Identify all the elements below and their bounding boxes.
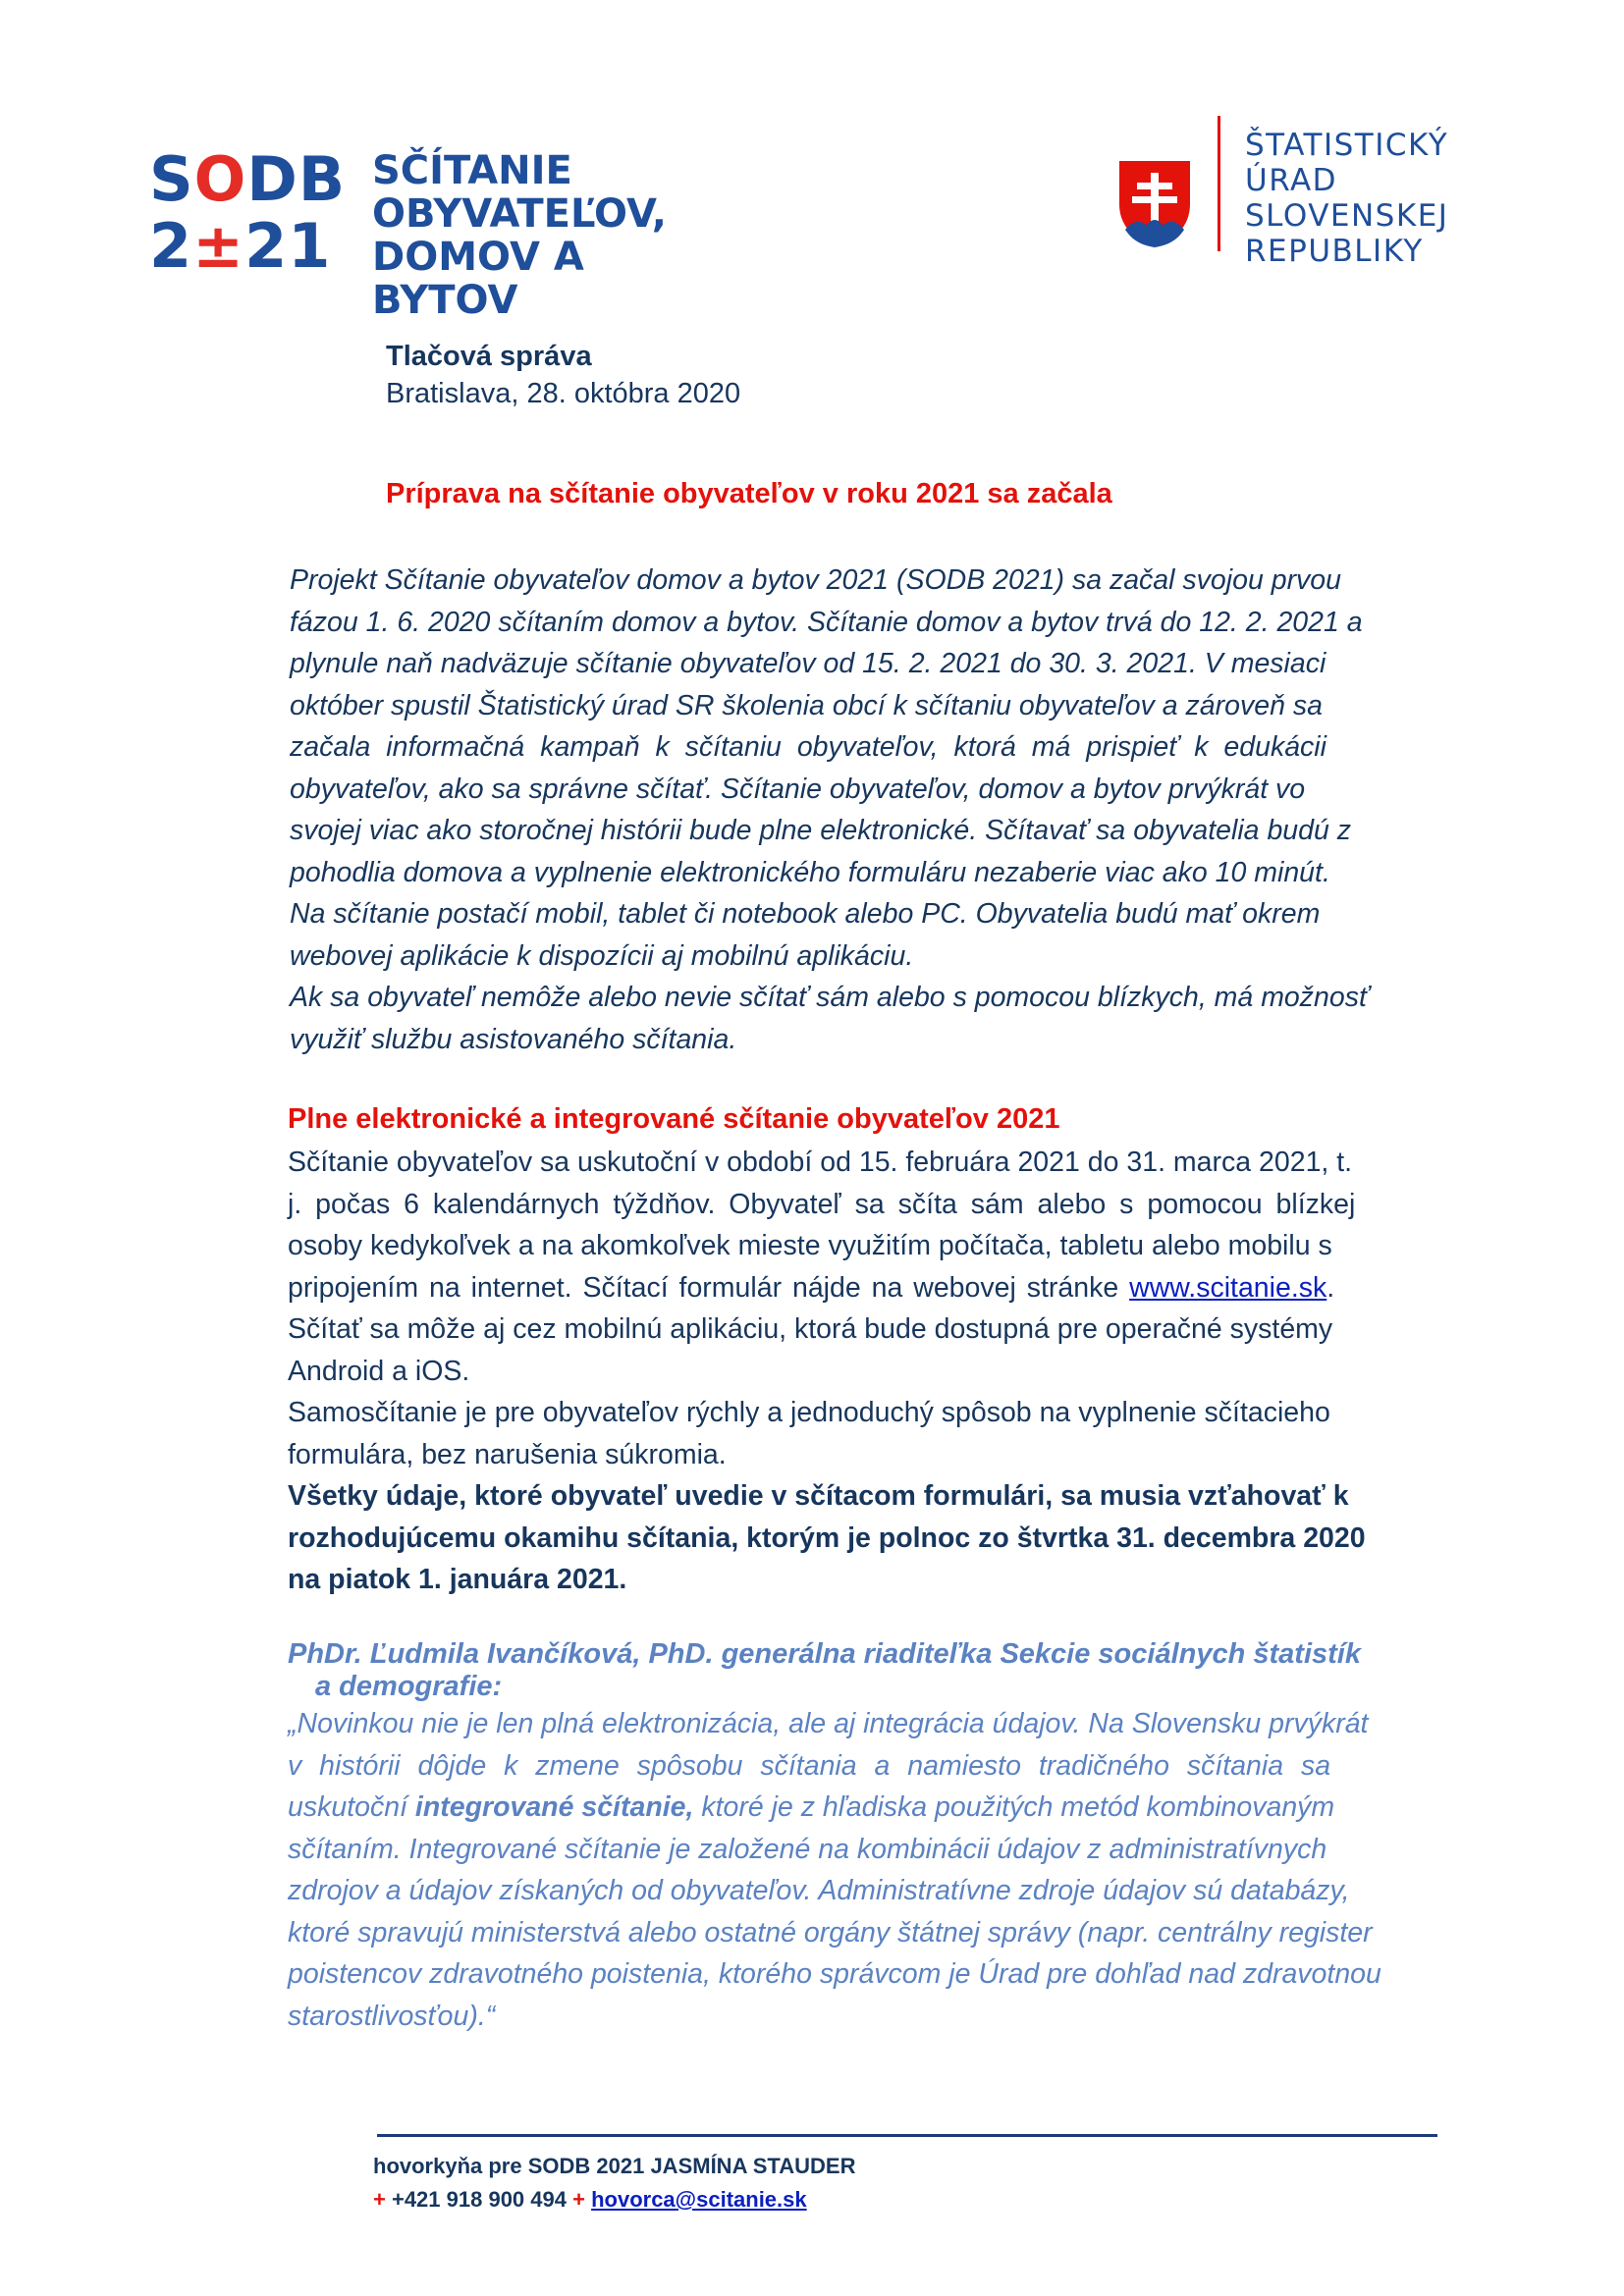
intro-paragraph xyxy=(290,560,1448,1060)
phone-number: +421 918 900 494 xyxy=(385,2187,573,2212)
office-name-line: ÚRAD xyxy=(1245,163,1338,198)
logo-digit: 2 xyxy=(149,210,193,282)
text-line: plynule naň nadväzuje sčítanie obyvateľov od 15. 2. 2021 do 30. 3. 2021. V mesiaci xyxy=(290,648,1326,679)
text-line: Projekt Sčítanie obyvateľov domov a bytov 2021 (SODB 2021) sa začal svojou prvou xyxy=(290,564,1342,596)
emphasis: integrované sčítanie, xyxy=(414,1791,694,1823)
office-name xyxy=(1245,128,1448,269)
bold-line: na piatok 1. januára 2021. xyxy=(288,1564,627,1595)
text-line: Android a iOS. xyxy=(288,1355,470,1387)
quote-line: ktoré spravujú ministerstvá alebo ostatné orgány štátnej správy (napr. centrálny register xyxy=(288,1916,1373,1949)
section-heading: Plne elektronické a integrované sčítanie obyvateľov 2021 xyxy=(288,1103,1060,1135)
text-span: uskutoční xyxy=(288,1791,415,1823)
text-line: svojej viac ako storočnej histórii bude plne elektronické. Sčítavať sa obyvatelia budú z xyxy=(290,815,1352,846)
logo-letter: B xyxy=(298,143,347,215)
quote-line: „Novinkou nie je len plná elektronizácia, ale aj integrácia údajov. Na Slovensku prvýkrát xyxy=(288,1708,1369,1739)
text-span: . xyxy=(1326,1271,1335,1304)
plus-mark: + xyxy=(572,2187,585,2212)
sodb-2021-logo xyxy=(149,143,699,323)
text-line-with-link xyxy=(288,1267,1448,1309)
text-line: Sčítanie obyvateľov sa uskutoční v období od 15. februára 2021 do 31. marca 2021, t. xyxy=(288,1147,1353,1178)
text-line: formulára, bez narušenia súkromia. xyxy=(288,1438,727,1470)
logo-letter: S xyxy=(149,143,194,215)
logo-digits: 21 xyxy=(244,210,332,282)
logo-title xyxy=(372,149,699,322)
quote-line: starostlivosťou).“ xyxy=(288,2000,496,2032)
bold-line: rozhodujúcemu okamihu sčítania, ktorým je polnoc zo štvrtka 31. decembra 2020 xyxy=(288,1522,1366,1554)
footer-contact xyxy=(373,2150,855,2216)
text-line: j. počas 6 kalendárnych týždňov. Obyvateľ sa sčíta sám alebo s pomocou blízkej xyxy=(288,1188,1356,1220)
office-name-line: REPUBLIKY xyxy=(1245,234,1424,269)
footer-divider xyxy=(377,2134,1437,2137)
text-line: využiť službu asistovaného sčítania. xyxy=(290,1023,737,1055)
logo-title-line: SČÍTANIE xyxy=(372,148,572,193)
text-span: ktoré je z hľadiska použitých metód kombinovaným xyxy=(693,1791,1335,1823)
logo-letter-o: O xyxy=(193,143,247,215)
quote-line xyxy=(288,1787,1448,1829)
doc-type: Tlačová správa xyxy=(386,341,592,372)
text-line: webovej aplikácie k dispozícii aj mobilnú aplikáciu. xyxy=(290,939,914,972)
text-line: Samosčítanie je pre obyvateľov rýchly a jednoduchý spôsob na vyplnenie sčítacieho xyxy=(288,1397,1330,1428)
bold-line: Všetky údaje, ktoré obyvateľ uvedie v sčítacom formulári, sa musia vzťahovať k xyxy=(288,1480,1349,1512)
quote-line: poistencov zdravotného poistenia, ktorého správcom je Úrad pre dohľad nad zdravotnou xyxy=(288,1958,1381,1990)
place-date: Bratislava, 28. októbra 2020 xyxy=(386,378,741,409)
quote-line: sčítaním. Integrované sčítanie je založené na kombinácii údajov z administratívnych xyxy=(288,1833,1327,1865)
text-line: Ak sa obyvateľ nemôže alebo nevie sčítať sám alebo s pomocou blízkych, má možnosť xyxy=(290,982,1370,1013)
logo-sodb-mark xyxy=(149,143,347,282)
logo-divider xyxy=(1218,116,1220,251)
logo-letter: D xyxy=(246,143,298,215)
logo-title-line: DOMOV A BYTOV xyxy=(372,235,584,323)
statistical-office-logo xyxy=(1115,116,1469,269)
quote-speaker: a demografie: xyxy=(315,1671,503,1702)
office-name-line: SLOVENSKEJ xyxy=(1245,198,1449,234)
text-line: obyvateľov, ako sa správne sčítať. Sčítanie obyvateľov, domov a bytov prvýkrát vo xyxy=(290,773,1306,805)
slovak-coat-of-arms-icon xyxy=(1115,159,1194,249)
logo-plus-minus: ± xyxy=(192,210,245,282)
quote-speaker: PhDr. Ľudmila Ivančíková, PhD. generálna riaditeľka Sekcie sociálnych štatistík xyxy=(288,1638,1361,1670)
text-line: fázou 1. 6. 2020 sčítaním domov a bytov. Sčítanie domov a bytov trvá do 12. 2. 2021 a xyxy=(290,606,1363,638)
text-line: Sčítať sa môže aj cez mobilnú aplikáciu, ktorá bude dostupná pre operačné systémy xyxy=(288,1313,1333,1345)
text-line: pohodlia domova a vyplnenie elektronického formuláru nezaberie viac ako 10 minút. xyxy=(290,856,1330,888)
contact-line xyxy=(373,2183,855,2216)
plus-mark: + xyxy=(373,2187,386,2212)
text-line: začala informačná kampaň k sčítaniu obyvateľov, ktorá má prispieť k edukácii xyxy=(290,731,1326,763)
text-span: pripojením na internet. Sčítací formulár nájde na webovej stránke xyxy=(288,1271,1130,1304)
text-line: október spustil Štatistický úrad SR školenia obcí k sčítaniu obyvateľov a zároveň sa xyxy=(290,689,1323,721)
office-name-line: ŠTATISTICKÝ xyxy=(1245,128,1449,163)
logo-title-line: OBYVATEĽOV, xyxy=(372,191,667,237)
text-line: osoby kedykoľvek a na akomkoľvek mieste využitím počítača, tabletu alebo mobilu s xyxy=(288,1230,1332,1261)
email-link[interactable]: hovorca@scitanie.sk xyxy=(591,2187,807,2212)
spokesperson: hovorkyňa pre SODB 2021 JASMÍNA STAUDER xyxy=(373,2154,856,2178)
section-paragraph xyxy=(288,1142,1448,1601)
headline: Príprava na sčítanie obyvateľov v roku 2021 sa začala xyxy=(386,478,1112,509)
press-header xyxy=(386,338,740,412)
website-link[interactable]: www.scitanie.sk xyxy=(1129,1271,1327,1304)
quote-block xyxy=(288,1638,1448,2037)
quote-line: v histórii dôjde k zmene spôsobu sčítania a namiesto tradičného sčítania sa xyxy=(288,1749,1331,1782)
quote-line: zdrojov a údajov získaných od obyvateľov. Administratívne zdroje údajov sú databázy, xyxy=(288,1875,1350,1906)
text-line: Na sčítanie postačí mobil, tablet či notebook alebo PC. Obyvatelia budú mať okrem xyxy=(290,898,1321,930)
